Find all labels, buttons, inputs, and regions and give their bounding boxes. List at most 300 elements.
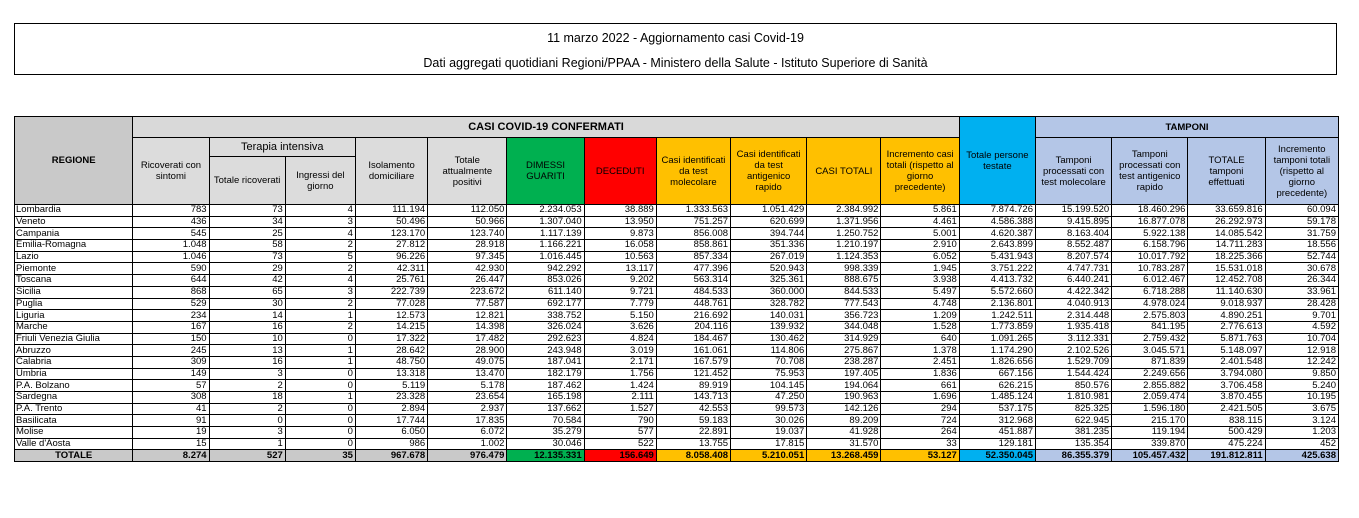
data-cell: 577: [584, 427, 656, 439]
data-cell: 841.195: [1112, 321, 1188, 333]
data-cell: 853.026: [507, 275, 584, 287]
data-cell: 1.307.040: [507, 216, 584, 228]
data-cell: 4.824: [584, 333, 656, 345]
data-cell: 30: [209, 298, 285, 310]
data-cell: 537.175: [959, 403, 1035, 415]
data-cell: 13.470: [428, 368, 507, 380]
data-cell: 1.210.197: [807, 240, 881, 252]
data-cell: 344.048: [807, 321, 881, 333]
data-cell: 2: [209, 380, 285, 392]
data-cell: 112.050: [428, 205, 507, 217]
data-cell: 667.156: [959, 368, 1035, 380]
data-cell: 5.497: [881, 286, 959, 298]
data-cell: 520.943: [731, 263, 807, 275]
data-cell: 223.672: [428, 286, 507, 298]
data-cell: 0: [285, 333, 355, 345]
data-cell: 42.311: [355, 263, 427, 275]
data-cell: 60.094: [1265, 205, 1338, 217]
data-cell: 783: [133, 205, 209, 217]
data-cell: 1.242.511: [959, 310, 1035, 322]
data-cell: 4.413.732: [959, 275, 1035, 287]
data-cell: 187.041: [507, 356, 584, 368]
col-ti-totale: Totale ricoverati: [209, 157, 285, 205]
region-name-cell: Lazio: [15, 251, 133, 263]
data-cell: 29: [209, 263, 285, 275]
data-cell: 2.401.548: [1188, 356, 1265, 368]
data-cell: 77.028: [355, 298, 427, 310]
data-cell: 17.815: [731, 438, 807, 450]
data-cell: 3.019: [584, 345, 656, 357]
data-cell: 30.046: [507, 438, 584, 450]
data-cell: 1.250.752: [807, 228, 881, 240]
data-cell: 13.318: [355, 368, 427, 380]
col-ricoverati: Ricoverati con sintomi: [133, 138, 209, 205]
data-cell: 7.779: [584, 298, 656, 310]
data-cell: 143.713: [656, 392, 730, 404]
data-cell: 26.292.973: [1188, 216, 1265, 228]
group-tamponi: TAMPONI: [1035, 117, 1338, 138]
data-cell: 123.740: [428, 228, 507, 240]
data-cell: 137.662: [507, 403, 584, 415]
data-cell: 436: [133, 216, 209, 228]
data-cell: 1.002: [428, 438, 507, 450]
data-cell: 3: [285, 286, 355, 298]
col-antigenico: Casi identificati da test antigenico rapido: [731, 138, 807, 205]
region-name-cell: Lombardia: [15, 205, 133, 217]
data-cell: 182.179: [507, 368, 584, 380]
data-cell: 121.452: [656, 368, 730, 380]
data-cell: 16: [209, 356, 285, 368]
data-cell: 16: [209, 321, 285, 333]
region-name-cell: Liguria: [15, 310, 133, 322]
data-cell: 18: [209, 392, 285, 404]
data-cell: 161.061: [656, 345, 730, 357]
data-cell: 190.963: [807, 392, 881, 404]
table-row: [15, 438, 1339, 450]
data-cell: 13.755: [656, 438, 730, 450]
data-cell: 0: [285, 427, 355, 439]
data-cell: 4.040.913: [1035, 298, 1111, 310]
data-cell: 5.001: [881, 228, 959, 240]
data-cell: 204.116: [656, 321, 730, 333]
total-cell: 976.479: [428, 450, 507, 462]
region-name-cell: P.A. Trento: [15, 403, 133, 415]
data-cell: 5.150: [584, 310, 656, 322]
data-cell: 130.462: [731, 333, 807, 345]
data-cell: 1.826.656: [959, 356, 1035, 368]
data-cell: 48.750: [355, 356, 427, 368]
data-cell: 42.930: [428, 263, 507, 275]
data-cell: 4.978.024: [1112, 298, 1188, 310]
col-regione: REGIONE: [15, 117, 133, 205]
table-row: [15, 298, 1339, 310]
data-cell: 1.174.290: [959, 345, 1035, 357]
data-cell: 4.890.251: [1188, 310, 1265, 322]
data-cell: 3.045.571: [1112, 345, 1188, 357]
data-cell: 77.587: [428, 298, 507, 310]
data-cell: 70.584: [507, 415, 584, 427]
table-row: [15, 321, 1339, 333]
data-cell: 194.064: [807, 380, 881, 392]
data-cell: 0: [285, 403, 355, 415]
region-name-cell: Abruzzo: [15, 345, 133, 357]
data-cell: 326.024: [507, 321, 584, 333]
data-cell: 31.570: [807, 438, 881, 450]
data-cell: 33: [881, 438, 959, 450]
total-cell: 105.457.432: [1112, 450, 1188, 462]
data-cell: 626.215: [959, 380, 1035, 392]
report-header: [14, 23, 1337, 75]
data-cell: 1.935.418: [1035, 321, 1111, 333]
data-cell: 6.158.796: [1112, 240, 1188, 252]
data-cell: 477.396: [656, 263, 730, 275]
table-row: [15, 286, 1339, 298]
data-cell: 4.620.387: [959, 228, 1035, 240]
data-cell: 640: [881, 333, 959, 345]
data-cell: 222.739: [355, 286, 427, 298]
data-cell: 360.000: [731, 286, 807, 298]
data-cell: 5.178: [428, 380, 507, 392]
data-cell: 41.928: [807, 427, 881, 439]
data-cell: 15: [133, 438, 209, 450]
data-cell: 140.031: [731, 310, 807, 322]
data-cell: 351.336: [731, 240, 807, 252]
data-cell: 868: [133, 286, 209, 298]
data-cell: 4.422.342: [1035, 286, 1111, 298]
col-molecolare: Casi identificati da test molecolare: [656, 138, 730, 205]
data-cell: 38.889: [584, 205, 656, 217]
data-cell: 4: [285, 228, 355, 240]
data-cell: 4.748: [881, 298, 959, 310]
data-cell: 150: [133, 333, 209, 345]
data-cell: 42: [209, 275, 285, 287]
data-cell: 28.900: [428, 345, 507, 357]
data-cell: 30.026: [731, 415, 807, 427]
data-cell: 12.573: [355, 310, 427, 322]
col-tamp-antigenico: Tamponi processati con test antigenico rapido: [1112, 138, 1188, 205]
data-cell: 14.398: [428, 321, 507, 333]
data-cell: 1.810.981: [1035, 392, 1111, 404]
data-cell: 34: [209, 216, 285, 228]
data-cell: 394.744: [731, 228, 807, 240]
data-cell: 1.527: [584, 403, 656, 415]
data-cell: 47.250: [731, 392, 807, 404]
data-cell: 5.148.097: [1188, 345, 1265, 357]
data-cell: 563.314: [656, 275, 730, 287]
region-name-cell: Valle d'Aosta: [15, 438, 133, 450]
region-name-cell: Molise: [15, 427, 133, 439]
data-cell: 1.756: [584, 368, 656, 380]
data-cell: 857.334: [656, 251, 730, 263]
data-cell: 31.759: [1265, 228, 1338, 240]
data-cell: 545: [133, 228, 209, 240]
data-cell: 19: [133, 427, 209, 439]
col-casi-totali: CASI TOTALI: [807, 138, 881, 205]
data-cell: 871.839: [1112, 356, 1188, 368]
data-cell: 1.696: [881, 392, 959, 404]
region-name-cell: Emilia-Romagna: [15, 240, 133, 252]
col-ti-ingressi: Ingressi del giorno: [285, 157, 355, 205]
total-label: TOTALE: [15, 450, 133, 462]
data-cell: 19.037: [731, 427, 807, 439]
data-cell: 10: [209, 333, 285, 345]
col-deceduti: DECEDUTI: [584, 138, 656, 205]
data-cell: 26.344: [1265, 275, 1338, 287]
col-incremento-tamponi: Incremento tamponi totali (rispetto al giorno precedente): [1265, 138, 1338, 205]
table-row: [15, 427, 1339, 439]
data-cell: 1.166.221: [507, 240, 584, 252]
data-cell: 644: [133, 275, 209, 287]
data-cell: 1.544.424: [1035, 368, 1111, 380]
region-name-cell: Sardegna: [15, 392, 133, 404]
data-cell: 1.046: [133, 251, 209, 263]
data-cell: 123.170: [355, 228, 427, 240]
data-cell: 3.706.458: [1188, 380, 1265, 392]
data-cell: 99.573: [731, 403, 807, 415]
data-cell: 611.140: [507, 286, 584, 298]
data-cell: 622.945: [1035, 415, 1111, 427]
data-cell: 264: [881, 427, 959, 439]
total-cell: 425.638: [1265, 450, 1338, 462]
data-cell: 1.209: [881, 310, 959, 322]
total-cell: 156.649: [584, 450, 656, 462]
data-cell: 1.333.563: [656, 205, 730, 217]
total-cell: 86.355.379: [1035, 450, 1111, 462]
table-row: [15, 380, 1339, 392]
data-cell: 13: [209, 345, 285, 357]
data-cell: 3.675: [1265, 403, 1338, 415]
data-cell: 998.339: [807, 263, 881, 275]
total-cell: 35: [285, 450, 355, 462]
data-cell: 91: [133, 415, 209, 427]
data-cell: 15.531.018: [1188, 263, 1265, 275]
data-cell: 2: [209, 403, 285, 415]
total-cell: 8.058.408: [656, 450, 730, 462]
data-cell: 4.592: [1265, 321, 1338, 333]
data-cell: 167: [133, 321, 209, 333]
data-cell: 5: [285, 251, 355, 263]
table-row: [15, 415, 1339, 427]
data-cell: 751.257: [656, 216, 730, 228]
table-row: [15, 251, 1339, 263]
data-cell: 292.623: [507, 333, 584, 345]
data-cell: 165.198: [507, 392, 584, 404]
data-cell: 9.873: [584, 228, 656, 240]
total-cell: 53.127: [881, 450, 959, 462]
data-cell: 50.496: [355, 216, 427, 228]
data-cell: 243.948: [507, 345, 584, 357]
report-title: 11 marzo 2022 - Aggiornamento casi Covid-19: [547, 31, 804, 45]
data-cell: 3.751.222: [959, 263, 1035, 275]
data-cell: 129.181: [959, 438, 1035, 450]
total-cell: 527: [209, 450, 285, 462]
data-cell: 888.675: [807, 275, 881, 287]
data-cell: 30.678: [1265, 263, 1338, 275]
data-cell: 1.424: [584, 380, 656, 392]
data-cell: 96.226: [355, 251, 427, 263]
data-cell: 1.203: [1265, 427, 1338, 439]
data-cell: 856.008: [656, 228, 730, 240]
total-cell: 8.274: [133, 450, 209, 462]
data-cell: 1.124.353: [807, 251, 881, 263]
data-cell: 10.017.792: [1112, 251, 1188, 263]
data-cell: 59.178: [1265, 216, 1338, 228]
data-cell: 9.415.895: [1035, 216, 1111, 228]
data-cell: 8.552.487: [1035, 240, 1111, 252]
table-row: [15, 368, 1339, 380]
report-subtitle: Dati aggregati quotidiani Regioni/PPAA - Ministero della Salute - Istituto Superiore di Sanità: [423, 56, 928, 70]
data-cell: 986: [355, 438, 427, 450]
data-cell: 1.051.429: [731, 205, 807, 217]
data-cell: 858.861: [656, 240, 730, 252]
data-cell: 2.314.448: [1035, 310, 1111, 322]
data-cell: 73: [209, 251, 285, 263]
data-cell: 6.012.467: [1112, 275, 1188, 287]
data-cell: 500.429: [1188, 427, 1265, 439]
data-cell: 4.586.388: [959, 216, 1035, 228]
data-cell: 3.124: [1265, 415, 1338, 427]
data-cell: 10.704: [1265, 333, 1338, 345]
region-name-cell: Umbria: [15, 368, 133, 380]
data-cell: 0: [285, 368, 355, 380]
table-row: [15, 263, 1339, 275]
data-cell: 308: [133, 392, 209, 404]
data-cell: 5.871.763: [1188, 333, 1265, 345]
region-name-cell: P.A. Bolzano: [15, 380, 133, 392]
data-cell: 12.918: [1265, 345, 1338, 357]
data-cell: 2.451: [881, 356, 959, 368]
region-name-cell: Sicilia: [15, 286, 133, 298]
total-cell: 5.210.051: [731, 450, 807, 462]
data-cell: 314.929: [807, 333, 881, 345]
data-cell: 59.183: [656, 415, 730, 427]
data-cell: 1.596.180: [1112, 403, 1188, 415]
data-cell: 1.378: [881, 345, 959, 357]
data-cell: 2.759.432: [1112, 333, 1188, 345]
data-cell: 18.556: [1265, 240, 1338, 252]
total-cell: 52.350.045: [959, 450, 1035, 462]
data-cell: 6.440.241: [1035, 275, 1111, 287]
data-cell: 14.215: [355, 321, 427, 333]
col-persone-testate: Totale persone testate: [959, 117, 1035, 205]
data-cell: 3.870.455: [1188, 392, 1265, 404]
data-cell: 49.075: [428, 356, 507, 368]
data-cell: 216.692: [656, 310, 730, 322]
data-cell: 50.966: [428, 216, 507, 228]
data-cell: 1.485.124: [959, 392, 1035, 404]
data-cell: 328.782: [731, 298, 807, 310]
data-cell: 187.462: [507, 380, 584, 392]
data-cell: 6.052: [881, 251, 959, 263]
data-cell: 33.659.816: [1188, 205, 1265, 217]
table-row: [15, 356, 1339, 368]
data-cell: 0: [285, 415, 355, 427]
data-cell: 844.533: [807, 286, 881, 298]
data-cell: 2.855.882: [1112, 380, 1188, 392]
table-row: [15, 240, 1339, 252]
table-row: [15, 275, 1339, 287]
data-cell: 1.117.139: [507, 228, 584, 240]
data-cell: 10.563: [584, 251, 656, 263]
region-name-cell: Marche: [15, 321, 133, 333]
col-tamp-totale: TOTALE tamponi effettuati: [1188, 138, 1265, 205]
data-cell: 2.776.613: [1188, 321, 1265, 333]
data-cell: 142.126: [807, 403, 881, 415]
data-cell: 13.117: [584, 263, 656, 275]
data-cell: 57: [133, 380, 209, 392]
data-cell: 73: [209, 205, 285, 217]
data-cell: 8.163.404: [1035, 228, 1111, 240]
data-cell: 14.085.542: [1188, 228, 1265, 240]
data-cell: 6.072: [428, 427, 507, 439]
data-cell: 0: [285, 380, 355, 392]
data-cell: 25: [209, 228, 285, 240]
table-row: [15, 216, 1339, 228]
data-cell: 339.870: [1112, 438, 1188, 450]
region-name-cell: Veneto: [15, 216, 133, 228]
data-cell: 5.572.660: [959, 286, 1035, 298]
data-cell: 0: [285, 438, 355, 450]
data-cell: 7.874.726: [959, 205, 1035, 217]
data-cell: 35.279: [507, 427, 584, 439]
data-cell: 267.019: [731, 251, 807, 263]
data-cell: 529: [133, 298, 209, 310]
data-cell: 2.937: [428, 403, 507, 415]
data-cell: 17.482: [428, 333, 507, 345]
data-cell: 2.136.801: [959, 298, 1035, 310]
data-cell: 245: [133, 345, 209, 357]
total-row: [15, 450, 1339, 462]
data-cell: 1.371.956: [807, 216, 881, 228]
data-cell: 692.177: [507, 298, 584, 310]
total-cell: 13.268.459: [807, 450, 881, 462]
data-cell: 18.460.296: [1112, 205, 1188, 217]
table-row: [15, 205, 1339, 217]
data-cell: 8.207.574: [1035, 251, 1111, 263]
data-cell: 149: [133, 368, 209, 380]
data-cell: 661: [881, 380, 959, 392]
region-name-cell: Puglia: [15, 298, 133, 310]
region-name-cell: Piemonte: [15, 263, 133, 275]
data-cell: 4.461: [881, 216, 959, 228]
data-cell: 28.642: [355, 345, 427, 357]
data-cell: 338.752: [507, 310, 584, 322]
data-cell: 484.533: [656, 286, 730, 298]
region-name-cell: Toscana: [15, 275, 133, 287]
data-cell: 23.328: [355, 392, 427, 404]
data-cell: 381.235: [1035, 427, 1111, 439]
region-name-cell: Campania: [15, 228, 133, 240]
data-cell: 2.111: [584, 392, 656, 404]
data-cell: 9.202: [584, 275, 656, 287]
data-cell: 5.240: [1265, 380, 1338, 392]
data-cell: 2.894: [355, 403, 427, 415]
data-cell: 9.018.937: [1188, 298, 1265, 310]
region-name-cell: Basilicata: [15, 415, 133, 427]
data-cell: 234: [133, 310, 209, 322]
data-cell: 2.643.899: [959, 240, 1035, 252]
group-casi-confermati: CASI COVID-19 CONFERMATI: [133, 117, 959, 138]
data-cell: 2.171: [584, 356, 656, 368]
data-cell: 620.699: [731, 216, 807, 228]
data-cell: 238.287: [807, 356, 881, 368]
data-cell: 18.225.366: [1188, 251, 1265, 263]
data-cell: 10.783.287: [1112, 263, 1188, 275]
data-cell: 2.102.526: [1035, 345, 1111, 357]
col-positivi: Totale attualmente positivi: [428, 138, 507, 205]
data-cell: 850.576: [1035, 380, 1111, 392]
data-cell: 294: [881, 403, 959, 415]
